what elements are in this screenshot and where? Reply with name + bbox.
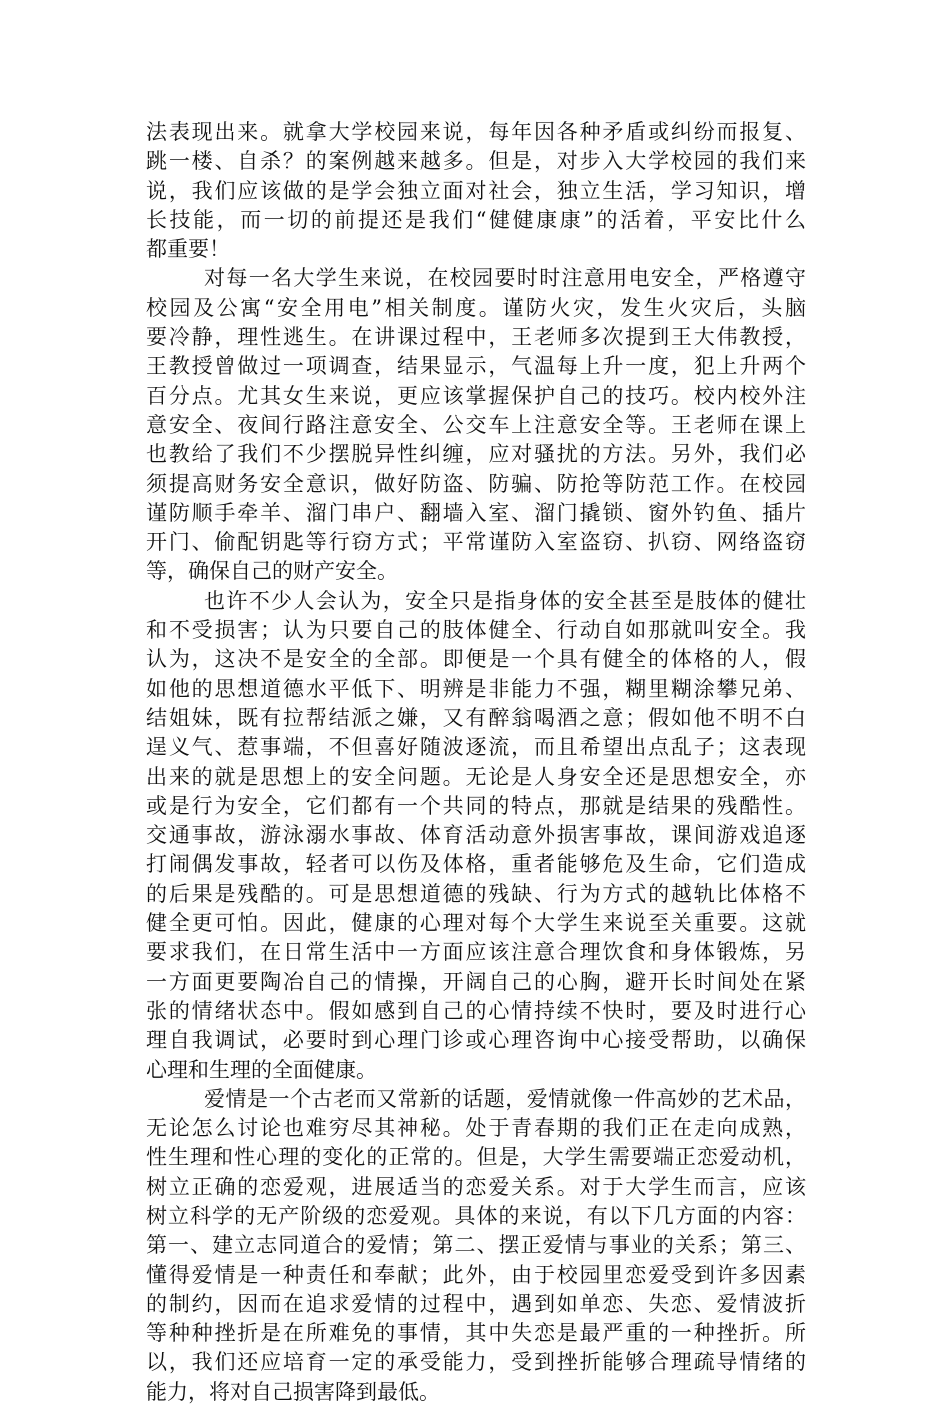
text-line: 逞义气、惹事端，不但喜好随波逐流，而且希望出点乱子；这表现 — [146, 735, 806, 760]
text-line: 开门、偷配钥匙等行窃方式；平常谨防入室盗窃、扒窃、网络盗窃 — [146, 530, 806, 555]
text-line: 对每一名大学生来说，在校园要时时注意用电安全，严格遵守 — [204, 266, 806, 291]
paragraph-4 — [146, 1085, 806, 1407]
text-line: 交通事故，游泳溺水事故、体育活动意外损害事故，课间游戏追逐 — [146, 823, 806, 848]
text-line: 结姐妹，既有拉帮结派之嫌，又有醉翁喝酒之意；假如他不明不白 — [146, 705, 806, 730]
text-line: 和不受损害；认为只要自己的肢体健全、行动自如那就叫安全。我 — [146, 618, 806, 643]
text-line: 跳一楼、自杀？的案例越来越多。但是，对步入大学校园的我们来 — [146, 149, 806, 174]
text-line: 出来的就是思想上的安全问题。无论是人身安全还是思想安全，亦 — [146, 764, 806, 789]
text-line: 等，确保自己的财产安全。 — [146, 559, 398, 584]
text-line: 说，我们应该做的是学会独立面对社会，独立生活，学习知识，增 — [146, 178, 806, 203]
text-line: 王教授曾做过一项调查，结果显示，气温每上升一度，犯上升两个 — [146, 354, 806, 379]
text-line: 树立正确的恋爱观，进展适当的恋爱关系。对于大学生而言，应该 — [146, 1174, 806, 1199]
text-line: 长技能，而一切的前提还是我们“健健康康”的活着，平安比什么 — [146, 207, 806, 232]
text-line: 意安全、夜间行路注意安全、公交车上注意安全等。王老师在课上 — [146, 412, 806, 437]
text-line: 谨防顺手牵羊、溜门串户、翻墙入室、溜门撬锁、窗外钓鱼、插片 — [146, 500, 806, 525]
text-line: 健全更可怕。因此，健康的心理对每个大学生来说至关重要。这就 — [146, 911, 806, 936]
text-line: 树立科学的无产阶级的恋爱观。具体的来说，有以下几方面的内容： — [146, 1203, 806, 1228]
text-line: 校园及公寓“安全用电”相关制度。谨防火灾，发生火灾后，头脑 — [146, 295, 806, 320]
text-line: 也教给了我们不少摆脱异性纠缠，应对骚扰的方法。另外，我们必 — [146, 442, 806, 467]
text-line: 懂得爱情是一种责任和奉献；此外，由于校园里恋爱受到许多因素 — [146, 1262, 806, 1287]
text-line: 能力，将对自己损害降到最低。 — [146, 1379, 440, 1404]
paragraph-3 — [146, 587, 806, 1085]
paragraph-1 — [146, 118, 806, 264]
text-line: 爱情是一个古老而又常新的话题，爱情就像一件高妙的艺术品， — [204, 1086, 806, 1111]
text-line: 等种种挫折是在所难免的事情，其中失恋是最严重的一种挫折。所 — [146, 1321, 806, 1346]
document-body — [146, 118, 806, 1407]
text-line: 要求我们，在日常生活中一方面应该注意合理饮食和身体锻炼，另 — [146, 940, 806, 965]
text-line: 性生理和性心理的变化的正常的。但是，大学生需要端正恋爱动机， — [146, 1145, 806, 1170]
text-line: 理自我调试，必要时到心理门诊或心理咨询中心接受帮助，以确保 — [146, 1028, 806, 1053]
text-line: 一方面更要陶冶自己的情操，开阔自己的心胸，避开长时间处在紧 — [146, 969, 806, 994]
text-line: 要冷静，理性逃生。在讲课过程中，王老师多次提到王大伟教授， — [146, 325, 806, 350]
text-line: 的后果是残酷的。可是思想道德的残缺、行为方式的越轨比体格不 — [146, 881, 806, 906]
text-line: 打闹偶发事故，轻者可以伤及体格，重者能够危及生命，它们造成 — [146, 852, 806, 877]
text-line: 无论怎么讨论也难穷尽其神秘。处于青春期的我们正在走向成熟， — [146, 1116, 806, 1141]
text-line: 的制约，因而在追求爱情的过程中，遇到如单恋、失恋、爱情波折 — [146, 1291, 806, 1316]
text-line: 都重要！ — [146, 237, 230, 262]
text-line: 张的情绪状态中。假如感到自己的心情持续不快时，要及时进行心 — [146, 998, 806, 1023]
text-line: 如他的思想道德水平低下、明辨是非能力不强，糊里糊涂攀兄弟、 — [146, 676, 806, 701]
text-line: 心理和生理的全面健康。 — [146, 1057, 377, 1082]
paragraph-2 — [146, 264, 806, 586]
text-line: 也许不少人会认为，安全只是指身体的安全甚至是肢体的健壮 — [204, 588, 806, 613]
text-line: 须提高财务安全意识，做好防盗、防骗、防抢等防范工作。在校园 — [146, 471, 806, 496]
text-line: 第一、建立志同道合的爱情；第二、摆正爱情与事业的关系；第三、 — [146, 1233, 806, 1258]
text-line: 或是行为安全，它们都有一个共同的特点，那就是结果的残酷性。 — [146, 793, 806, 818]
text-line: 以，我们还应培育一定的承受能力，受到挫折能够合理疏导情绪的 — [146, 1350, 806, 1375]
text-line: 认为，这决不是安全的全部。即便是一个具有健全的体格的人，假 — [146, 647, 806, 672]
text-line: 百分点。尤其女生来说，更应该掌握保护自己的技巧。校内校外注 — [146, 383, 806, 408]
text-line: 法表现出来。就拿大学校园来说，每年因各种矛盾或纠纷而报复、 — [146, 120, 806, 144]
